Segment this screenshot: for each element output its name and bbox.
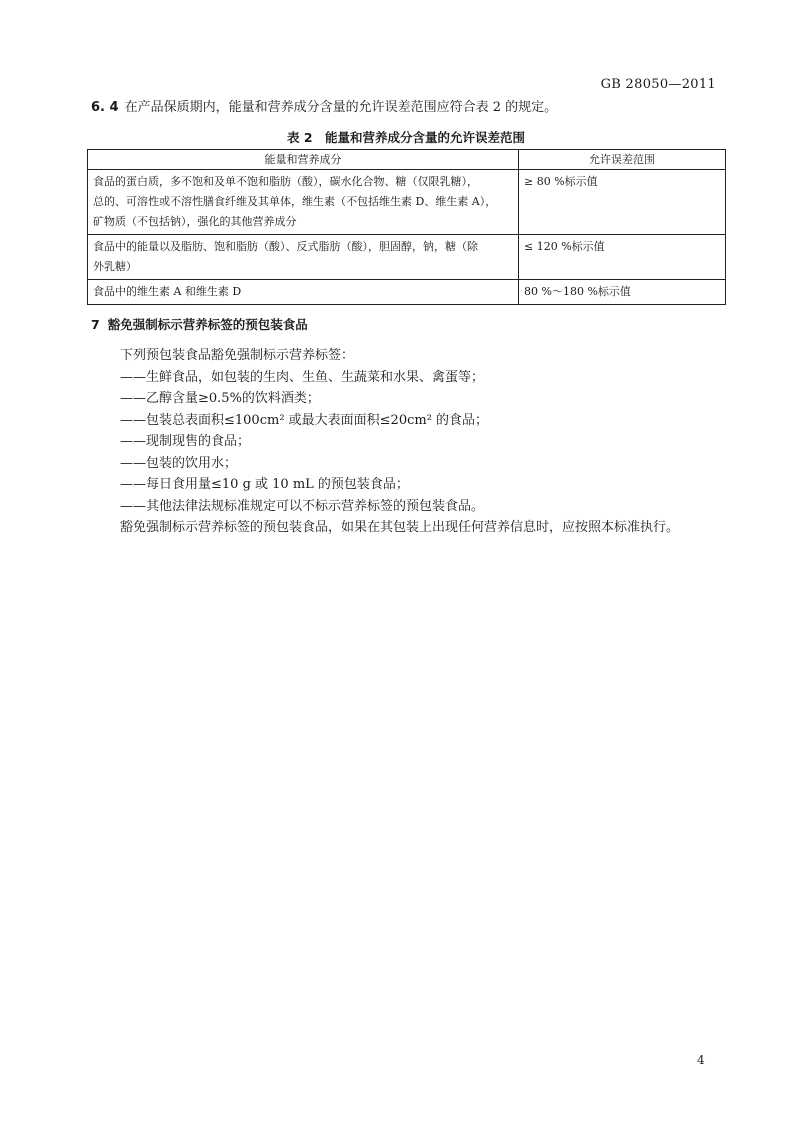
- exemption-item: ——每日食用量≤10 g 或 10 mL 的预包装食品；: [120, 477, 409, 492]
- table-caption: 表 2 能量和营养成分含量的允许误差范围: [286, 130, 526, 145]
- section-7-heading: [91, 316, 308, 334]
- clause-6-4: [91, 99, 557, 117]
- tolerance-table: [87, 149, 726, 305]
- section-title: 豁免强制标示营养标签的预包装食品: [107, 317, 308, 332]
- section-number: 7: [91, 317, 100, 332]
- nutrient-line: 总的、可溶性或不溶性膳食纤维及其单体，维生素（不包括维生素 D、维生素 A），: [93, 195, 497, 208]
- nutrient-line: 矿物质（不包括钠），强化的其他营养成分: [93, 215, 297, 228]
- section-7-body: [120, 345, 679, 539]
- tolerance-cell: 80 %～180 %标示值: [519, 280, 726, 305]
- exemption-item: ——包装的饮用水；: [120, 455, 238, 471]
- tolerance-cell: ≤ 120 %标示值: [519, 235, 726, 280]
- section-intro: 下列预包装食品豁免强制标示营养标签：: [120, 348, 355, 363]
- clause-number: 6. 4: [91, 100, 119, 115]
- exemption-item: ——包装总表面积≤100cm² 或最大表面面积≤20cm² 的食品；: [120, 412, 489, 428]
- tolerance-cell: ≥ 80 %标示值: [519, 170, 726, 235]
- nutrient-line: 食品中的维生素 A 和维生素 D: [93, 285, 242, 298]
- header-tolerance: 允许误差范围: [519, 150, 726, 170]
- clause-text: 在产品保质期内，能量和营养成分含量的允许误差范围应符合表 2 的规定。: [124, 100, 558, 115]
- nutrient-line: 食品的蛋白质，多不饱和及单不饱和脂肪（酸），碳水化合物、糖（仅限乳糖），: [93, 175, 478, 188]
- header-nutrient: 能量和营养成分: [88, 150, 519, 170]
- nutrient-line: 食品中的能量以及脂肪、饱和脂肪（酸）、反式脂肪（酸），胆固醇，钠，糖（除: [93, 240, 478, 253]
- table-row: [88, 170, 726, 235]
- exemption-item: ——现制现售的食品；: [120, 434, 251, 449]
- nutrient-cell: [88, 235, 519, 280]
- standard-code: GB 28050—2011: [600, 77, 716, 92]
- nutrient-line: 外乳糖）: [93, 260, 137, 273]
- table-row: [88, 235, 726, 280]
- nutrient-cell: [88, 170, 519, 235]
- table-row: [88, 280, 726, 305]
- nutrient-cell: [88, 280, 519, 305]
- page-number: 4: [697, 1053, 705, 1067]
- section-closing: 豁免强制标示营养标签的预包装食品，如果在其包装上出现任何营养信息时，应按照本标准执行。: [120, 520, 680, 535]
- exemption-item: ——生鲜食品，如包装的生肉、生鱼、生蔬菜和水果、禽蛋等；: [120, 369, 485, 385]
- exemption-item: ——其他法律法规标准规定可以不标示营养标签的预包装食品。: [120, 498, 485, 514]
- table-header-row: [88, 150, 726, 170]
- exemption-item: ——乙醇含量≥0.5%的饮料酒类；: [120, 391, 320, 406]
